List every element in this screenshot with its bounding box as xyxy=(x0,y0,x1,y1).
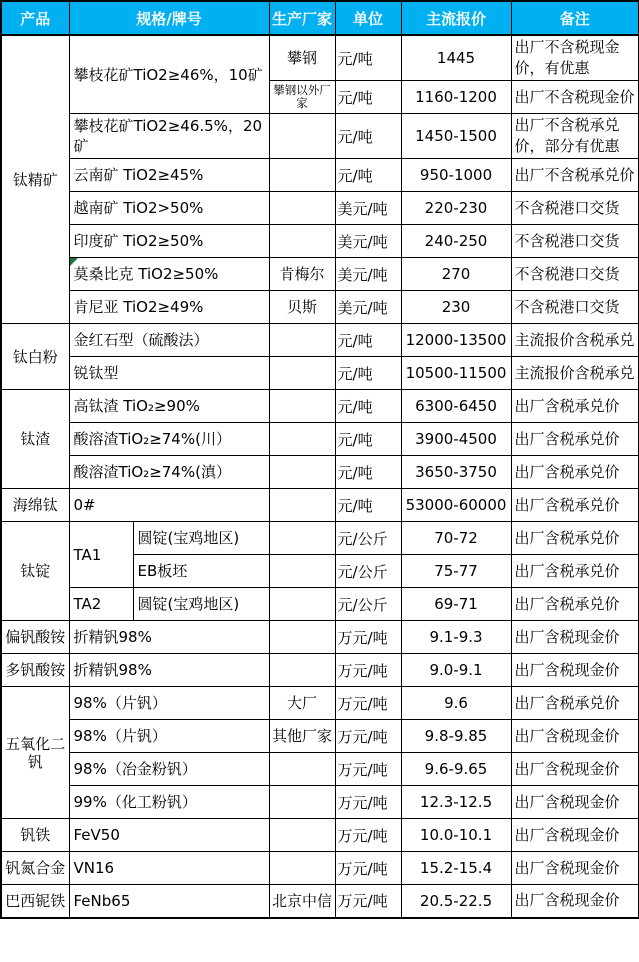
cell-note: 出厂不含税现金价，有优惠 xyxy=(511,35,639,81)
cell-note: 出厂含税现金价 xyxy=(511,621,639,654)
cell-maker xyxy=(269,753,335,786)
cell-unit: 美元/吨 xyxy=(335,192,401,225)
table-row xyxy=(1,159,639,192)
cell-product: 钒氮合金 xyxy=(1,852,69,885)
cell-note: 出厂含税现金价 xyxy=(511,654,639,687)
cell-unit: 元/吨 xyxy=(335,357,401,390)
cell-product: 钛白粉 xyxy=(1,324,69,390)
cell-note: 主流报价含税承兑 xyxy=(511,324,639,357)
table-row xyxy=(1,114,639,159)
cell-price: 230 xyxy=(401,291,511,324)
table-row xyxy=(1,291,639,324)
cell-spec: 莫桑比克 TiO2≥50% xyxy=(69,258,269,291)
table-row xyxy=(1,357,639,390)
table-row xyxy=(1,258,639,291)
table-row xyxy=(1,621,639,654)
cell-unit: 万元/吨 xyxy=(335,753,401,786)
cell-spec: 98%（片钒） xyxy=(69,687,269,720)
cell-maker xyxy=(269,423,335,456)
cell-price: 9.0-9.1 xyxy=(401,654,511,687)
cell-unit: 元/吨 xyxy=(335,159,401,192)
cell-spec: FeNb65 xyxy=(69,885,269,918)
cell-note: 出厂含税现金价 xyxy=(511,720,639,753)
cell-unit: 万元/吨 xyxy=(335,852,401,885)
cell-product: 偏钒酸铵 xyxy=(1,621,69,654)
cell-product: 五氧化二钒 xyxy=(1,687,69,819)
cell-spec: EB板坯 xyxy=(133,555,269,588)
cell-note: 出厂含税现金价 xyxy=(511,786,639,819)
cell-maker: 其他厂家 xyxy=(269,720,335,753)
table-row xyxy=(1,786,639,819)
cell-note: 出厂含税承兑价 xyxy=(511,588,639,621)
cell-note: 出厂含税承兑价 xyxy=(511,456,639,489)
cell-maker xyxy=(269,819,335,852)
cell-maker xyxy=(269,225,335,258)
cell-spec: 折精钒98% xyxy=(69,654,269,687)
cell-unit: 万元/吨 xyxy=(335,720,401,753)
cell-note: 出厂不含税承兑价 xyxy=(511,159,639,192)
cell-note: 出厂含税承兑价 xyxy=(511,390,639,423)
cell-note: 出厂含税承兑价 xyxy=(511,555,639,588)
cell-maker xyxy=(269,489,335,522)
table-row xyxy=(1,753,639,786)
cell-maker xyxy=(269,390,335,423)
column-header-price: 主流报价 xyxy=(401,1,511,35)
cell-unit: 万元/吨 xyxy=(335,885,401,918)
cell-price: 1450-1500 xyxy=(401,114,511,159)
table-row xyxy=(1,324,639,357)
cell-note: 出厂含税现金价 xyxy=(511,819,639,852)
column-header-unit: 单位 xyxy=(335,1,401,35)
cell-note: 出厂含税承兑价 xyxy=(511,489,639,522)
cell-note: 不含税港口交货 xyxy=(511,192,639,225)
cell-price: 220-230 xyxy=(401,192,511,225)
table-row xyxy=(1,852,639,885)
cell-spec: 酸溶渣TiO₂≥74%(滇） xyxy=(69,456,269,489)
table-row xyxy=(1,192,639,225)
cell-price: 240-250 xyxy=(401,225,511,258)
cell-price: 3650-3750 xyxy=(401,456,511,489)
table-row xyxy=(1,885,639,918)
cell-unit: 万元/吨 xyxy=(335,786,401,819)
cell-maker xyxy=(269,192,335,225)
cell-unit: 美元/吨 xyxy=(335,225,401,258)
cell-spec: 金红石型（硫酸法） xyxy=(69,324,269,357)
table-row xyxy=(1,522,639,555)
cell-spec: 肯尼亚 TiO2≥49% xyxy=(69,291,269,324)
table-row xyxy=(1,225,639,258)
table-row xyxy=(1,35,639,81)
cell-note: 主流报价含税承兑 xyxy=(511,357,639,390)
cell-unit: 元/公斤 xyxy=(335,588,401,621)
cell-price: 53000-60000 xyxy=(401,489,511,522)
cell-spec: 99%（化工粉钒） xyxy=(69,786,269,819)
cell-maker: 攀钢 xyxy=(269,35,335,81)
cell-spec: 攀枝花矿TiO2≥46%，10矿 xyxy=(69,35,269,114)
cell-maker xyxy=(269,114,335,159)
cell-maker xyxy=(269,456,335,489)
cell-spec: 圆锭(宝鸡地区) xyxy=(133,588,269,621)
table-row xyxy=(1,819,639,852)
cell-price: 270 xyxy=(401,258,511,291)
cell-product: 多钒酸铵 xyxy=(1,654,69,687)
cell-note: 出厂含税现金价 xyxy=(511,753,639,786)
cell-unit: 元/公斤 xyxy=(335,522,401,555)
cell-note: 出厂含税承兑价 xyxy=(511,687,639,720)
cell-price: 9.6-9.65 xyxy=(401,753,511,786)
column-header-spec: 规格/牌号 xyxy=(69,1,269,35)
cell-price: 12000-13500 xyxy=(401,324,511,357)
cell-spec: 攀枝花矿TiO2≥46.5%，20矿 xyxy=(69,114,269,159)
cell-maker: 肯梅尔 xyxy=(269,258,335,291)
cell-note: 出厂含税现金价 xyxy=(511,885,639,918)
cell-unit: 元/吨 xyxy=(335,35,401,81)
table-row xyxy=(1,720,639,753)
cell-maker xyxy=(269,324,335,357)
table-row xyxy=(1,654,639,687)
cell-price: 12.3-12.5 xyxy=(401,786,511,819)
cell-spec: FeV50 xyxy=(69,819,269,852)
cell-unit: 美元/吨 xyxy=(335,258,401,291)
cell-spec: 高钛渣 TiO₂≥90% xyxy=(69,390,269,423)
cell-maker xyxy=(269,786,335,819)
cell-note: 出厂含税现金价 xyxy=(511,852,639,885)
cell-spec-grade: TA1 xyxy=(69,522,133,588)
cell-spec: 云南矿 TiO2≥45% xyxy=(69,159,269,192)
table-row xyxy=(1,588,639,621)
cell-product: 钒铁 xyxy=(1,819,69,852)
cell-note: 不含税港口交货 xyxy=(511,225,639,258)
cell-unit: 元/吨 xyxy=(335,423,401,456)
cell-price: 6300-6450 xyxy=(401,390,511,423)
cell-unit: 元/吨 xyxy=(335,81,401,114)
column-header-product: 产品 xyxy=(1,1,69,35)
cell-maker xyxy=(269,654,335,687)
cell-spec: 0# xyxy=(69,489,269,522)
cell-price: 9.1-9.3 xyxy=(401,621,511,654)
cell-price: 69-71 xyxy=(401,588,511,621)
cell-note: 出厂含税承兑价 xyxy=(511,423,639,456)
cell-unit: 美元/吨 xyxy=(335,291,401,324)
table-row xyxy=(1,456,639,489)
table-row xyxy=(1,687,639,720)
cell-price: 75-77 xyxy=(401,555,511,588)
cell-price: 70-72 xyxy=(401,522,511,555)
cell-spec: 圆锭(宝鸡地区) xyxy=(133,522,269,555)
cell-product: 钛锭 xyxy=(1,522,69,621)
cell-product: 海绵钛 xyxy=(1,489,69,522)
cell-maker: 攀钢以外厂家 xyxy=(269,81,335,114)
cell-unit: 元/吨 xyxy=(335,456,401,489)
cell-spec: 越南矿 TiO2>50% xyxy=(69,192,269,225)
column-header-note: 备注 xyxy=(511,1,639,35)
cell-unit: 万元/吨 xyxy=(335,687,401,720)
cell-price: 3900-4500 xyxy=(401,423,511,456)
cell-unit: 元/吨 xyxy=(335,390,401,423)
cell-note: 出厂不含税现金价 xyxy=(511,81,639,114)
cell-maker xyxy=(269,621,335,654)
cell-unit: 元/吨 xyxy=(335,114,401,159)
cell-maker: 大厂 xyxy=(269,687,335,720)
table-row xyxy=(1,423,639,456)
header-row xyxy=(1,1,639,35)
cell-note: 不含税港口交货 xyxy=(511,291,639,324)
cell-unit: 万元/吨 xyxy=(335,654,401,687)
cell-spec: VN16 xyxy=(69,852,269,885)
column-header-maker: 生产厂家 xyxy=(269,1,335,35)
cell-price: 10.0-10.1 xyxy=(401,819,511,852)
cell-product: 钛渣 xyxy=(1,390,69,489)
cell-price: 9.8-9.85 xyxy=(401,720,511,753)
cell-spec: 酸溶渣TiO₂≥74%(川） xyxy=(69,423,269,456)
cell-price: 10500-11500 xyxy=(401,357,511,390)
cell-note: 出厂不含税承兑价，部分有优惠 xyxy=(511,114,639,159)
cell-maker xyxy=(269,159,335,192)
cell-maker xyxy=(269,588,335,621)
cell-spec: 98%（片钒） xyxy=(69,720,269,753)
cell-unit: 元/吨 xyxy=(335,489,401,522)
cell-maker xyxy=(269,555,335,588)
cell-price: 9.6 xyxy=(401,687,511,720)
cell-product: 钛精矿 xyxy=(1,35,69,324)
cell-spec-grade: TA2 xyxy=(69,588,133,621)
cell-price: 15.2-15.4 xyxy=(401,852,511,885)
table-row xyxy=(1,489,639,522)
cell-price: 1445 xyxy=(401,35,511,81)
cell-note: 不含税港口交货 xyxy=(511,258,639,291)
cell-maker: 北京中信 xyxy=(269,885,335,918)
cell-spec: 折精钒98% xyxy=(69,621,269,654)
cell-price: 1160-1200 xyxy=(401,81,511,114)
cell-unit: 元/公斤 xyxy=(335,555,401,588)
cell-unit: 万元/吨 xyxy=(335,621,401,654)
cell-spec: 锐钛型 xyxy=(69,357,269,390)
cell-maker xyxy=(269,522,335,555)
cell-product: 巴西铌铁 xyxy=(1,885,69,918)
cell-unit: 元/吨 xyxy=(335,324,401,357)
cell-maker: 贝斯 xyxy=(269,291,335,324)
cell-maker xyxy=(269,852,335,885)
cell-price: 950-1000 xyxy=(401,159,511,192)
cell-unit: 万元/吨 xyxy=(335,819,401,852)
cell-note: 出厂含税承兑价 xyxy=(511,522,639,555)
cell-price: 20.5-22.5 xyxy=(401,885,511,918)
table-row xyxy=(1,390,639,423)
cell-spec: 印度矿 TiO2≥50% xyxy=(69,225,269,258)
cell-spec: 98%（冶金粉钒） xyxy=(69,753,269,786)
cell-maker xyxy=(269,357,335,390)
